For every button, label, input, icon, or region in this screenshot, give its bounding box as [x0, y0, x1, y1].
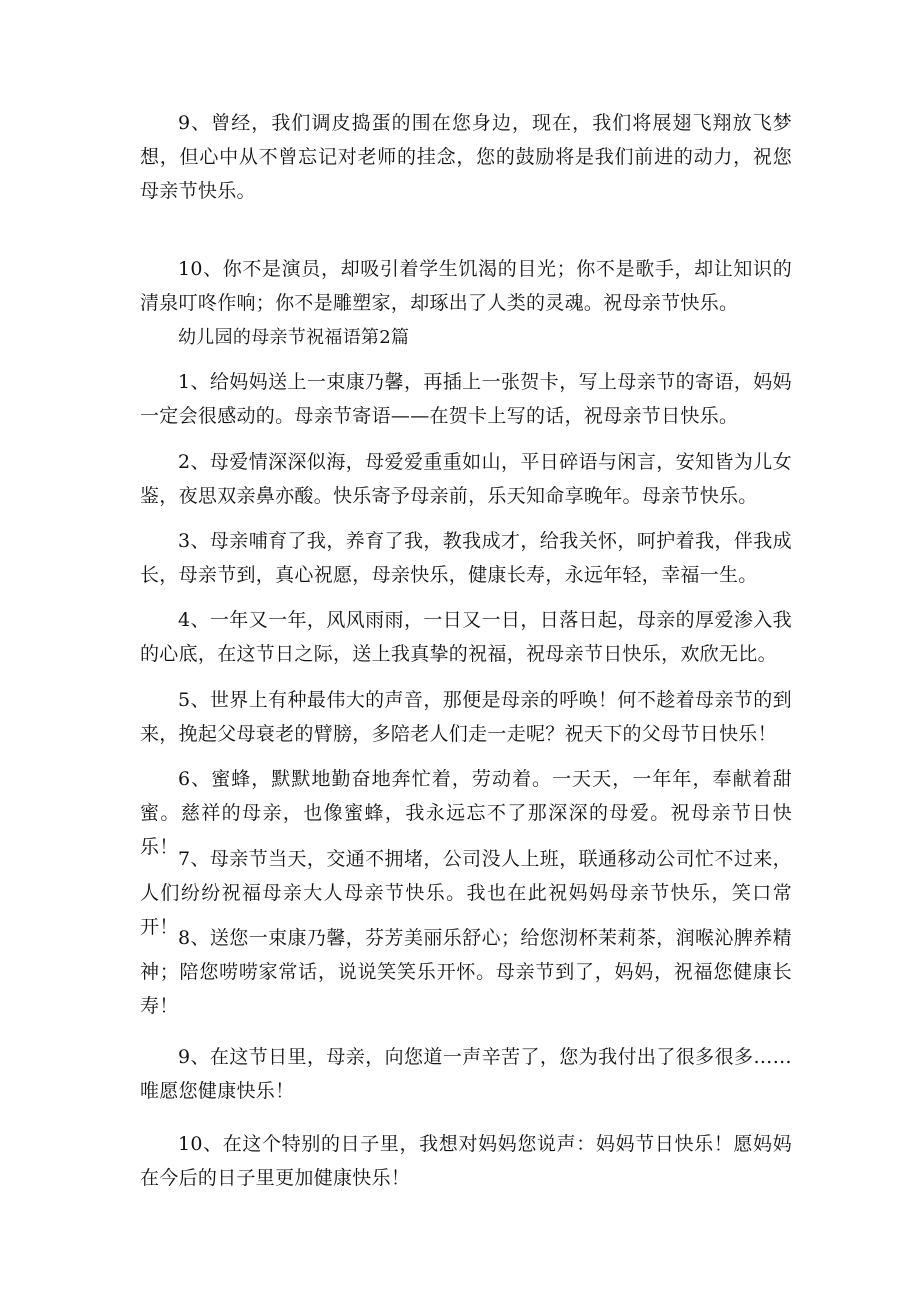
paragraph-item-6: 6、蜜蜂，默默地勤奋地奔忙着，劳动着。一天天，一年年，奉献着甜蜜。慈祥的母亲，也像蜜蜂，我永远忘不了那深深的母爱。祝母亲节日快乐！ — [140, 768, 792, 858]
paragraph-item-3: 3、母亲哺育了我，养育了我，教我成才，给我关怀，呵护着我，伴我成长，母亲节到，真心祝愿，母亲快乐，健康长寿，永远年轻，幸福一生。 — [140, 530, 792, 586]
paragraph-item-10: 10、你不是演员，却吸引着学生饥渴的目光；你不是歌手，却让知识的清泉叮咚作响；你不是雕塑家，却琢出了人类的灵魂。祝母亲节快乐。 — [140, 258, 792, 314]
section-heading: 幼儿园的母亲节祝福语第2篇 — [178, 327, 410, 348]
paragraph-item-9: 9、曾经，我们调皮捣蛋的围在您身边，现在，我们将展翅飞翔放飞梦想，但心中从不曾忘记对老师的挂念，您的鼓励将是我们前进的动力，祝您母亲节快乐。 — [140, 112, 792, 202]
paragraph-item-8: 8、送您一束康乃馨，芬芳美丽乐舒心；给您沏杯茉莉茶，润喉沁脾养精神；陪您唠唠家常话，说说笑笑乐开怀。母亲节到了，妈妈，祝福您健康长寿！ — [140, 927, 792, 1017]
paragraph-item-7: 7、母亲节当天，交通不拥堵，公司没人上班，联通移动公司忙不过来，人们纷纷祝福母亲大人母亲节快乐。我也在此祝妈妈母亲节快乐，笑口常开！ — [140, 848, 792, 938]
paragraph-item-9b: 9、在这节日里，母亲，向您道一声辛苦了，您为我付出了很多很多……唯愿您健康快乐！ — [140, 1046, 792, 1102]
paragraph-item-5: 5、世界上有种最伟大的声音，那便是母亲的呼唤！何不趁着母亲节的到来，挽起父母衰老的臂膀，多陪老人们走一走呢？祝天下的父母节日快乐！ — [140, 689, 792, 745]
paragraph-item-2: 2、母爱情深深似海，母爱爱重重如山，平日碎语与闲言，安知皆为儿女鉴，夜思双亲鼻亦酸。快乐寄予母亲前，乐天知命享晚年。母亲节快乐。 — [140, 451, 792, 507]
paragraph-item-1: 1、给妈妈送上一束康乃馨，再插上一张贺卡，写上母亲节的寄语，妈妈一定会很感动的。母亲节寄语——在贺卡上写的话，祝母亲节日快乐。 — [140, 371, 792, 427]
paragraph-item-4: 4、一年又一年，风风雨雨，一日又一日，日落日起，母亲的厚爱渗入我的心底，在这节日之际，送上我真挚的祝福，祝母亲节日快乐，欢欣无比。 — [140, 609, 792, 665]
paragraph-item-10b: 10、在这个特别的日子里，我想对妈妈您说声：妈妈节日快乐！愿妈妈在今后的日子里更加健康快乐！ — [140, 1133, 792, 1189]
